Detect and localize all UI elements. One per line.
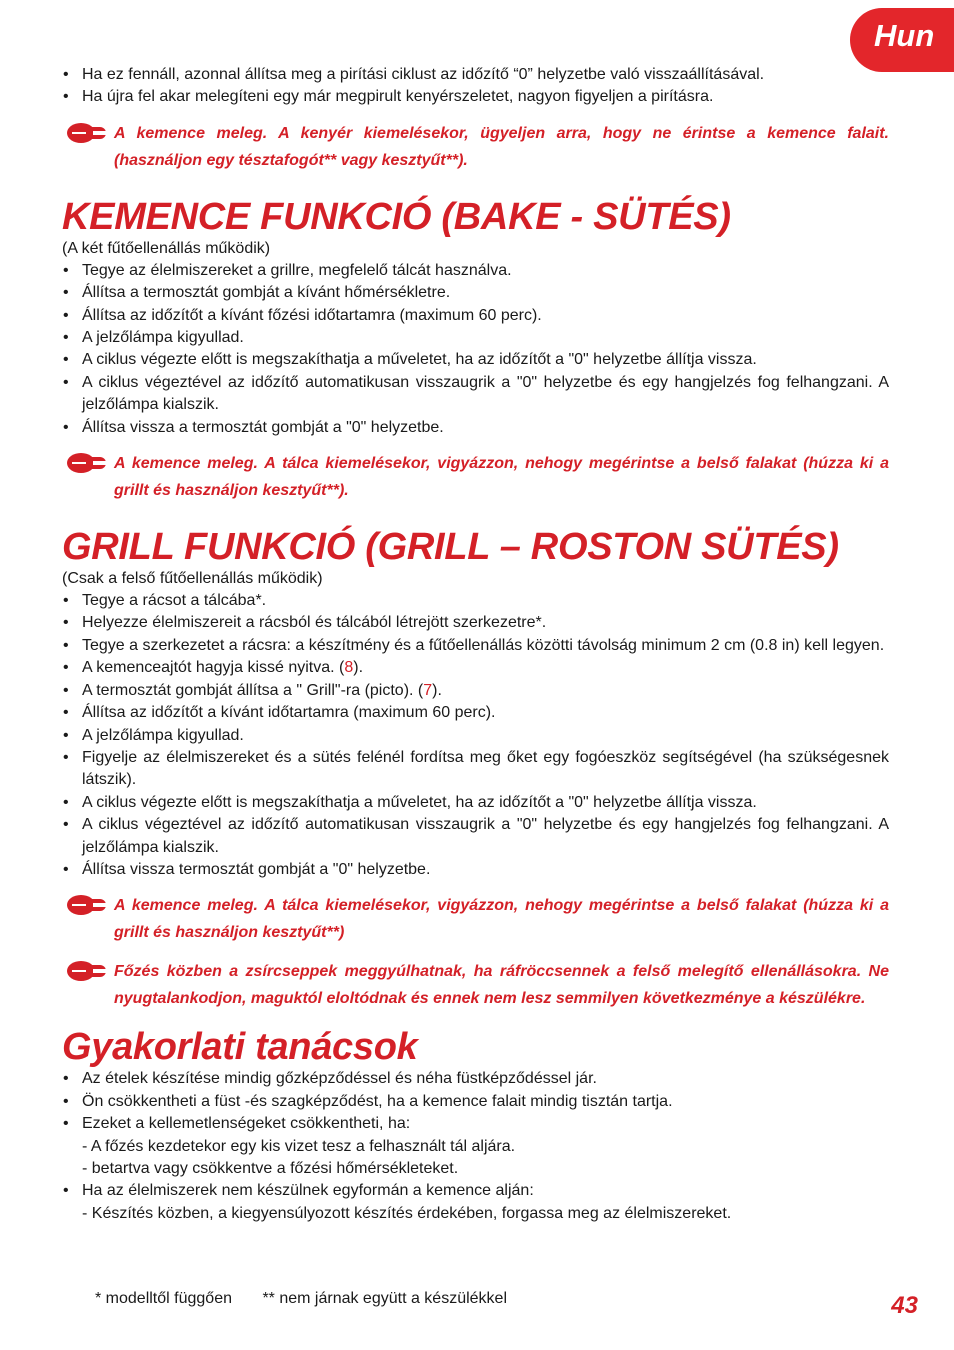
list-item: • Állítsa az időzítőt a kívánt főzési időtartamra (maximum 60 perc). [62, 305, 889, 327]
warning-text: A kemence meleg. A tálca kiemelésekor, vigyázzon, nehogy megérintse a belső falakat (húzza ki a grillt és használjon kesztyűt**) [114, 897, 889, 942]
grill-list [62, 590, 889, 881]
warning-hand-icon [66, 894, 110, 916]
section-title-grill: GRILL FUNKCIÓ (GRILL – ROSTON SÜTÉS) [62, 526, 839, 569]
list-item: • Állítsa az időzítőt a kívánt időtartamra (maximum 60 perc). [62, 702, 889, 724]
list-item: • Ha ez fennáll, azonnal állítsa meg a pirítási ciklust az időzítő “0” helyzetbe való visszaállításával. [62, 64, 889, 86]
list-item: • Ön csökkentheti a füst -és szagképződést, ha a kemence falait mindig tisztán tartja. [62, 1091, 889, 1113]
warning-note [62, 120, 889, 174]
language-tab [850, 8, 954, 72]
list-item: • Figyelje az élelmiszereket és a sütés felénél fordítsa meg őket egy fogóeszköz segítségével (ha szükségesnek látszik). [62, 747, 889, 792]
bake-list [62, 260, 889, 439]
list-item: • Az ételek készítése mindig gőzképződéssel és néha füstképződéssel jár. [62, 1068, 889, 1090]
warning-text: A kemence meleg. A kenyér kiemelésekor, ügyeljen arra, hogy ne érintse a kemence falait. (használjon egy tésztafogót** vagy kesztyűt**). [114, 124, 889, 169]
list-item: • Állítsa vissza termosztát gombját a "0" helyzetbe. [62, 859, 889, 881]
list-item: • Tegye a rácsot a tálcába*. [62, 590, 889, 612]
section-title-tips: Gyakorlati tanácsok [62, 1026, 418, 1069]
section-title-bake: KEMENCE FUNKCIÓ (BAKE - SÜTÉS) [62, 195, 731, 238]
list-item: • A jelzőlámpa kigyullad. [62, 327, 889, 349]
list-item: • A ciklus végezte előtt is megszakíthatja a műveletet, ha az időzítőt a "0" helyzetbe állítja vissza. [62, 792, 889, 814]
list-item-text: A termosztát gombját állítsa a " Grill"-ra (picto). ( [82, 681, 424, 699]
section-subtitle: (Csak a felső fűtőellenállás működik) [62, 570, 323, 588]
list-item [62, 657, 889, 679]
ref-close: ). [432, 681, 442, 699]
list-item: • Tegye a szerkezetet a rácsra: a készítmény és a fűtőellenállás közötti távolság minimum 2 cm (0.8 in) kell legyen. [62, 635, 889, 657]
page-number: 43 [891, 1292, 918, 1319]
warning-hand-icon [66, 960, 110, 982]
list-item: • Állítsa vissza a termosztát gombját a "0" helyzetbe. [62, 417, 889, 439]
warning-hand-icon [66, 452, 110, 474]
tips-list [62, 1068, 889, 1225]
list-item: • Ha újra fel akar melegíteni egy már megpirult kenyérszeletet, nagyon figyeljen a pirításra. [62, 86, 889, 108]
list-item: • A ciklus végeztével az időzítő automatikusan visszaugrik a "0" helyzetbe és egy hangjelzés fog felhangzani. A jelzőlámpa kialszik. [62, 814, 889, 859]
list-subitem: - Készítés közben, a kiegyensúlyozott készítés érdekében, forgassa meg az élelmiszereket. [82, 1204, 732, 1222]
warning-text: Főzés közben a zsírcseppek meggyúlhatnak, ha ráfröccsennek a felső melegítő ellenállásokra. Ne nyugtalankodjon, maguktól eloltódnak és ennek nem lesz semmilyen következménye a készülékre. [114, 963, 889, 1008]
footnotes [95, 1290, 533, 1308]
warning-note [62, 450, 889, 504]
list-item-text: A kemenceajtót hagyja kissé nyitva. ( [82, 659, 345, 677]
ref-close: ). [353, 659, 364, 677]
warning-note [62, 958, 889, 1012]
figure-reference: 8 [344, 659, 354, 677]
list-subitem: - betartva vagy csökkentve a főzési hőmérsékleteket. [82, 1159, 459, 1177]
warning-hand-icon [66, 122, 110, 144]
list-item: • A jelzőlámpa kigyullad. [62, 725, 889, 747]
list-subitem: - A főzés kezdetekor egy kis vizet tesz a felhasznált tál aljára. [82, 1137, 516, 1155]
list-item: • Állítsa a termosztát gombját a kívánt hőmérsékletre. [62, 282, 889, 304]
warning-text: A kemence meleg. A tálca kiemelésekor, vigyázzon, nehogy megérintse a belső falakat (húzza ki a grillt és használjon kesztyűt**). [114, 455, 889, 500]
list-item: • A ciklus végezte előtt is megszakíthatja a műveletet, ha az időzítőt a "0" helyzetbe állítja vissza. [62, 349, 889, 371]
footnote-model: * modelltől függően [95, 1290, 232, 1307]
footnote-not-included: ** nem járnak együtt a készülékkel [262, 1290, 508, 1307]
list-item: • Ezeket a kellemetlenségeket csökkentheti, ha: [62, 1113, 889, 1135]
language-label: Hun [874, 18, 935, 53]
figure-reference: 7 [423, 681, 433, 699]
page-content [62, 64, 889, 1225]
list-item: • A ciklus végeztével az időzítő automatikusan visszaugrik a "0" helyzetbe és egy hangjelzés fog felhangzani. A jelzőlámpa kialszik. [62, 372, 889, 417]
list-item: • Ha az élelmiszerek nem készülnek egyformán a kemence alján: [62, 1180, 889, 1202]
section-subtitle: (A két fűtőellenállás működik) [62, 239, 271, 257]
warning-note [62, 892, 889, 946]
intro-list [62, 64, 889, 109]
list-item: • Tegye az élelmiszereket a grillre, megfelelő tálcát használva. [62, 260, 889, 282]
list-item: • Helyezze élelmiszereit a rácsból és tálcából létrejött szerkezetre*. [62, 612, 889, 634]
list-item [62, 680, 889, 702]
